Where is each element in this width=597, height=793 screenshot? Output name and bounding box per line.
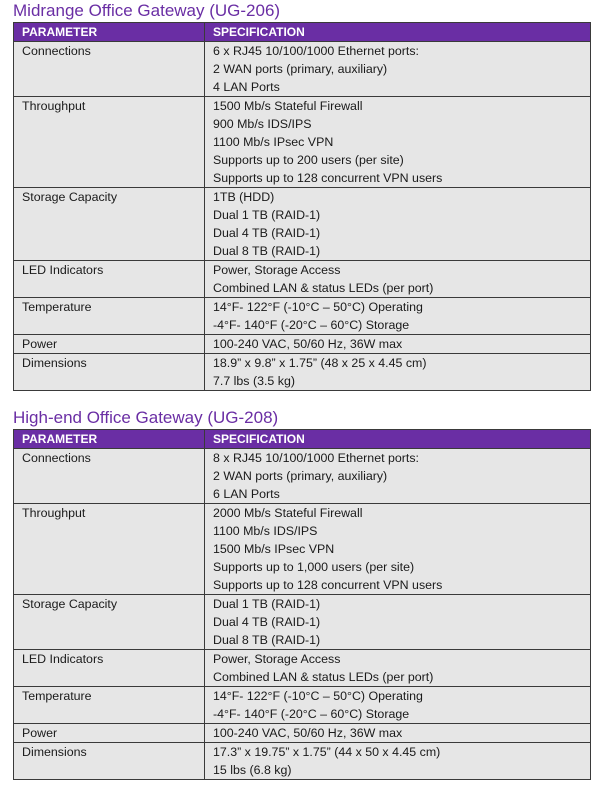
parameter-cell: Power [14, 335, 205, 354]
spec-line: 1500 Mb/s IPsec VPN [213, 542, 335, 556]
spec-line: 1TB (HDD) [213, 190, 275, 204]
spec-line: Supports up to 128 concurrent VPN users [213, 171, 443, 185]
specification-cell [205, 650, 591, 687]
parameter-cell: Temperature [14, 298, 205, 335]
spec-line: Supports up to 1,000 users (per site) [213, 560, 415, 574]
table-header-row [14, 430, 591, 449]
parameter-cell: Connections [14, 42, 205, 97]
parameter-cell: LED Indicators [14, 650, 205, 687]
table-row [14, 595, 591, 650]
spec-line: 1500 Mb/s Stateful Firewall [213, 99, 363, 113]
spec-line: 6 LAN Ports [213, 487, 280, 501]
spec-line: Dual 4 TB (RAID-1) [213, 226, 321, 240]
spec-line: 100-240 VAC, 50/60 Hz, 36W max [213, 726, 403, 740]
specification-cell [205, 743, 591, 780]
parameter-cell: Dimensions [14, 354, 205, 391]
spec-line: 15 lbs (6.8 kg) [213, 763, 292, 777]
parameter-cell: Temperature [14, 687, 205, 724]
table-row [14, 354, 591, 391]
parameter-cell: Storage Capacity [14, 595, 205, 650]
spec-line: Dual 1 TB (RAID-1) [213, 208, 321, 222]
parameter-column-header: PARAMETER [14, 23, 205, 42]
spec-line: Supports up to 200 users (per site) [213, 153, 404, 167]
spec-line: 8 x RJ45 10/100/1000 Ethernet ports: [213, 451, 419, 465]
spec-line: Dual 8 TB (RAID-1) [213, 633, 321, 647]
specification-column-header: SPECIFICATION [205, 23, 591, 42]
spec-line: 17.3” x 19.75” x 1.75” (44 x 50 x 4.45 cm) [213, 745, 441, 759]
specification-cell [205, 335, 591, 354]
table-row [14, 261, 591, 298]
specification-cell [205, 687, 591, 724]
spec-line: 900 Mb/s IDS/IPS [213, 117, 312, 131]
table-row [14, 743, 591, 780]
specification-cell [205, 261, 591, 298]
spec-line: 100-240 VAC, 50/60 Hz, 36W max [213, 337, 403, 351]
spec-line: 14°F- 122°F (-10°C – 50°C) Operating [213, 689, 423, 703]
specification-cell [205, 97, 591, 188]
spec-line: 2 WAN ports (primary, auxiliary) [213, 469, 388, 483]
spec-line: Dual 1 TB (RAID-1) [213, 597, 321, 611]
specification-cell [205, 724, 591, 743]
parameter-cell: Connections [14, 449, 205, 504]
section-title: Midrange Office Gateway (UG-206) [13, 1, 281, 20]
spec-line: Supports up to 128 concurrent VPN users [213, 578, 443, 592]
high-end-gateway-section [13, 407, 590, 780]
table-header-row [14, 23, 591, 42]
table-row [14, 42, 591, 97]
specification-cell [205, 42, 591, 97]
table-row [14, 650, 591, 687]
section-title: High-end Office Gateway (UG-208) [13, 408, 279, 427]
spec-line: Dual 8 TB (RAID-1) [213, 244, 321, 258]
table-row [14, 449, 591, 504]
spec-table [13, 429, 591, 780]
spec-line: -4°F- 140°F (-20°C – 60°C) Storage [213, 707, 410, 721]
specification-cell [205, 504, 591, 595]
spec-line: Power, Storage Access [213, 263, 341, 277]
parameter-cell: Throughput [14, 504, 205, 595]
specification-cell [205, 449, 591, 504]
table-row [14, 97, 591, 188]
parameter-cell: Storage Capacity [14, 188, 205, 261]
specification-cell [205, 298, 591, 335]
spec-line: 14°F- 122°F (-10°C – 50°C) Operating [213, 300, 423, 314]
table-row [14, 504, 591, 595]
spec-line: 1100 Mb/s IDS/IPS [213, 524, 318, 538]
spec-line: Combined LAN & status LEDs (per port) [213, 281, 434, 295]
specification-cell [205, 188, 591, 261]
table-row [14, 188, 591, 261]
specification-cell [205, 595, 591, 650]
parameter-column-header: PARAMETER [14, 430, 205, 449]
table-row [14, 335, 591, 354]
spec-line: 1100 Mb/s IPsec VPN [213, 135, 334, 149]
table-row [14, 724, 591, 743]
midrange-gateway-section [13, 0, 590, 391]
spec-table [13, 22, 591, 391]
table-row [14, 687, 591, 724]
spec-line: 2000 Mb/s Stateful Firewall [213, 506, 363, 520]
parameter-cell: Throughput [14, 97, 205, 188]
spec-line: Power, Storage Access [213, 652, 341, 666]
spec-line: 7.7 lbs (3.5 kg) [213, 374, 295, 388]
specification-column-header: SPECIFICATION [205, 430, 591, 449]
spec-line: 4 LAN Ports [213, 80, 280, 94]
spec-line: 6 x RJ45 10/100/1000 Ethernet ports: [213, 44, 419, 58]
table-row [14, 298, 591, 335]
spec-line: -4°F- 140°F (-20°C – 60°C) Storage [213, 318, 410, 332]
parameter-cell: Power [14, 724, 205, 743]
spec-line: Dual 4 TB (RAID-1) [213, 615, 321, 629]
parameter-cell: Dimensions [14, 743, 205, 780]
spec-line: Combined LAN & status LEDs (per port) [213, 670, 434, 684]
spec-line: 2 WAN ports (primary, auxiliary) [213, 62, 388, 76]
spec-line: 18.9” x 9.8” x 1.75” (48 x 25 x 4.45 cm) [213, 356, 427, 370]
parameter-cell: LED Indicators [14, 261, 205, 298]
specification-cell [205, 354, 591, 391]
